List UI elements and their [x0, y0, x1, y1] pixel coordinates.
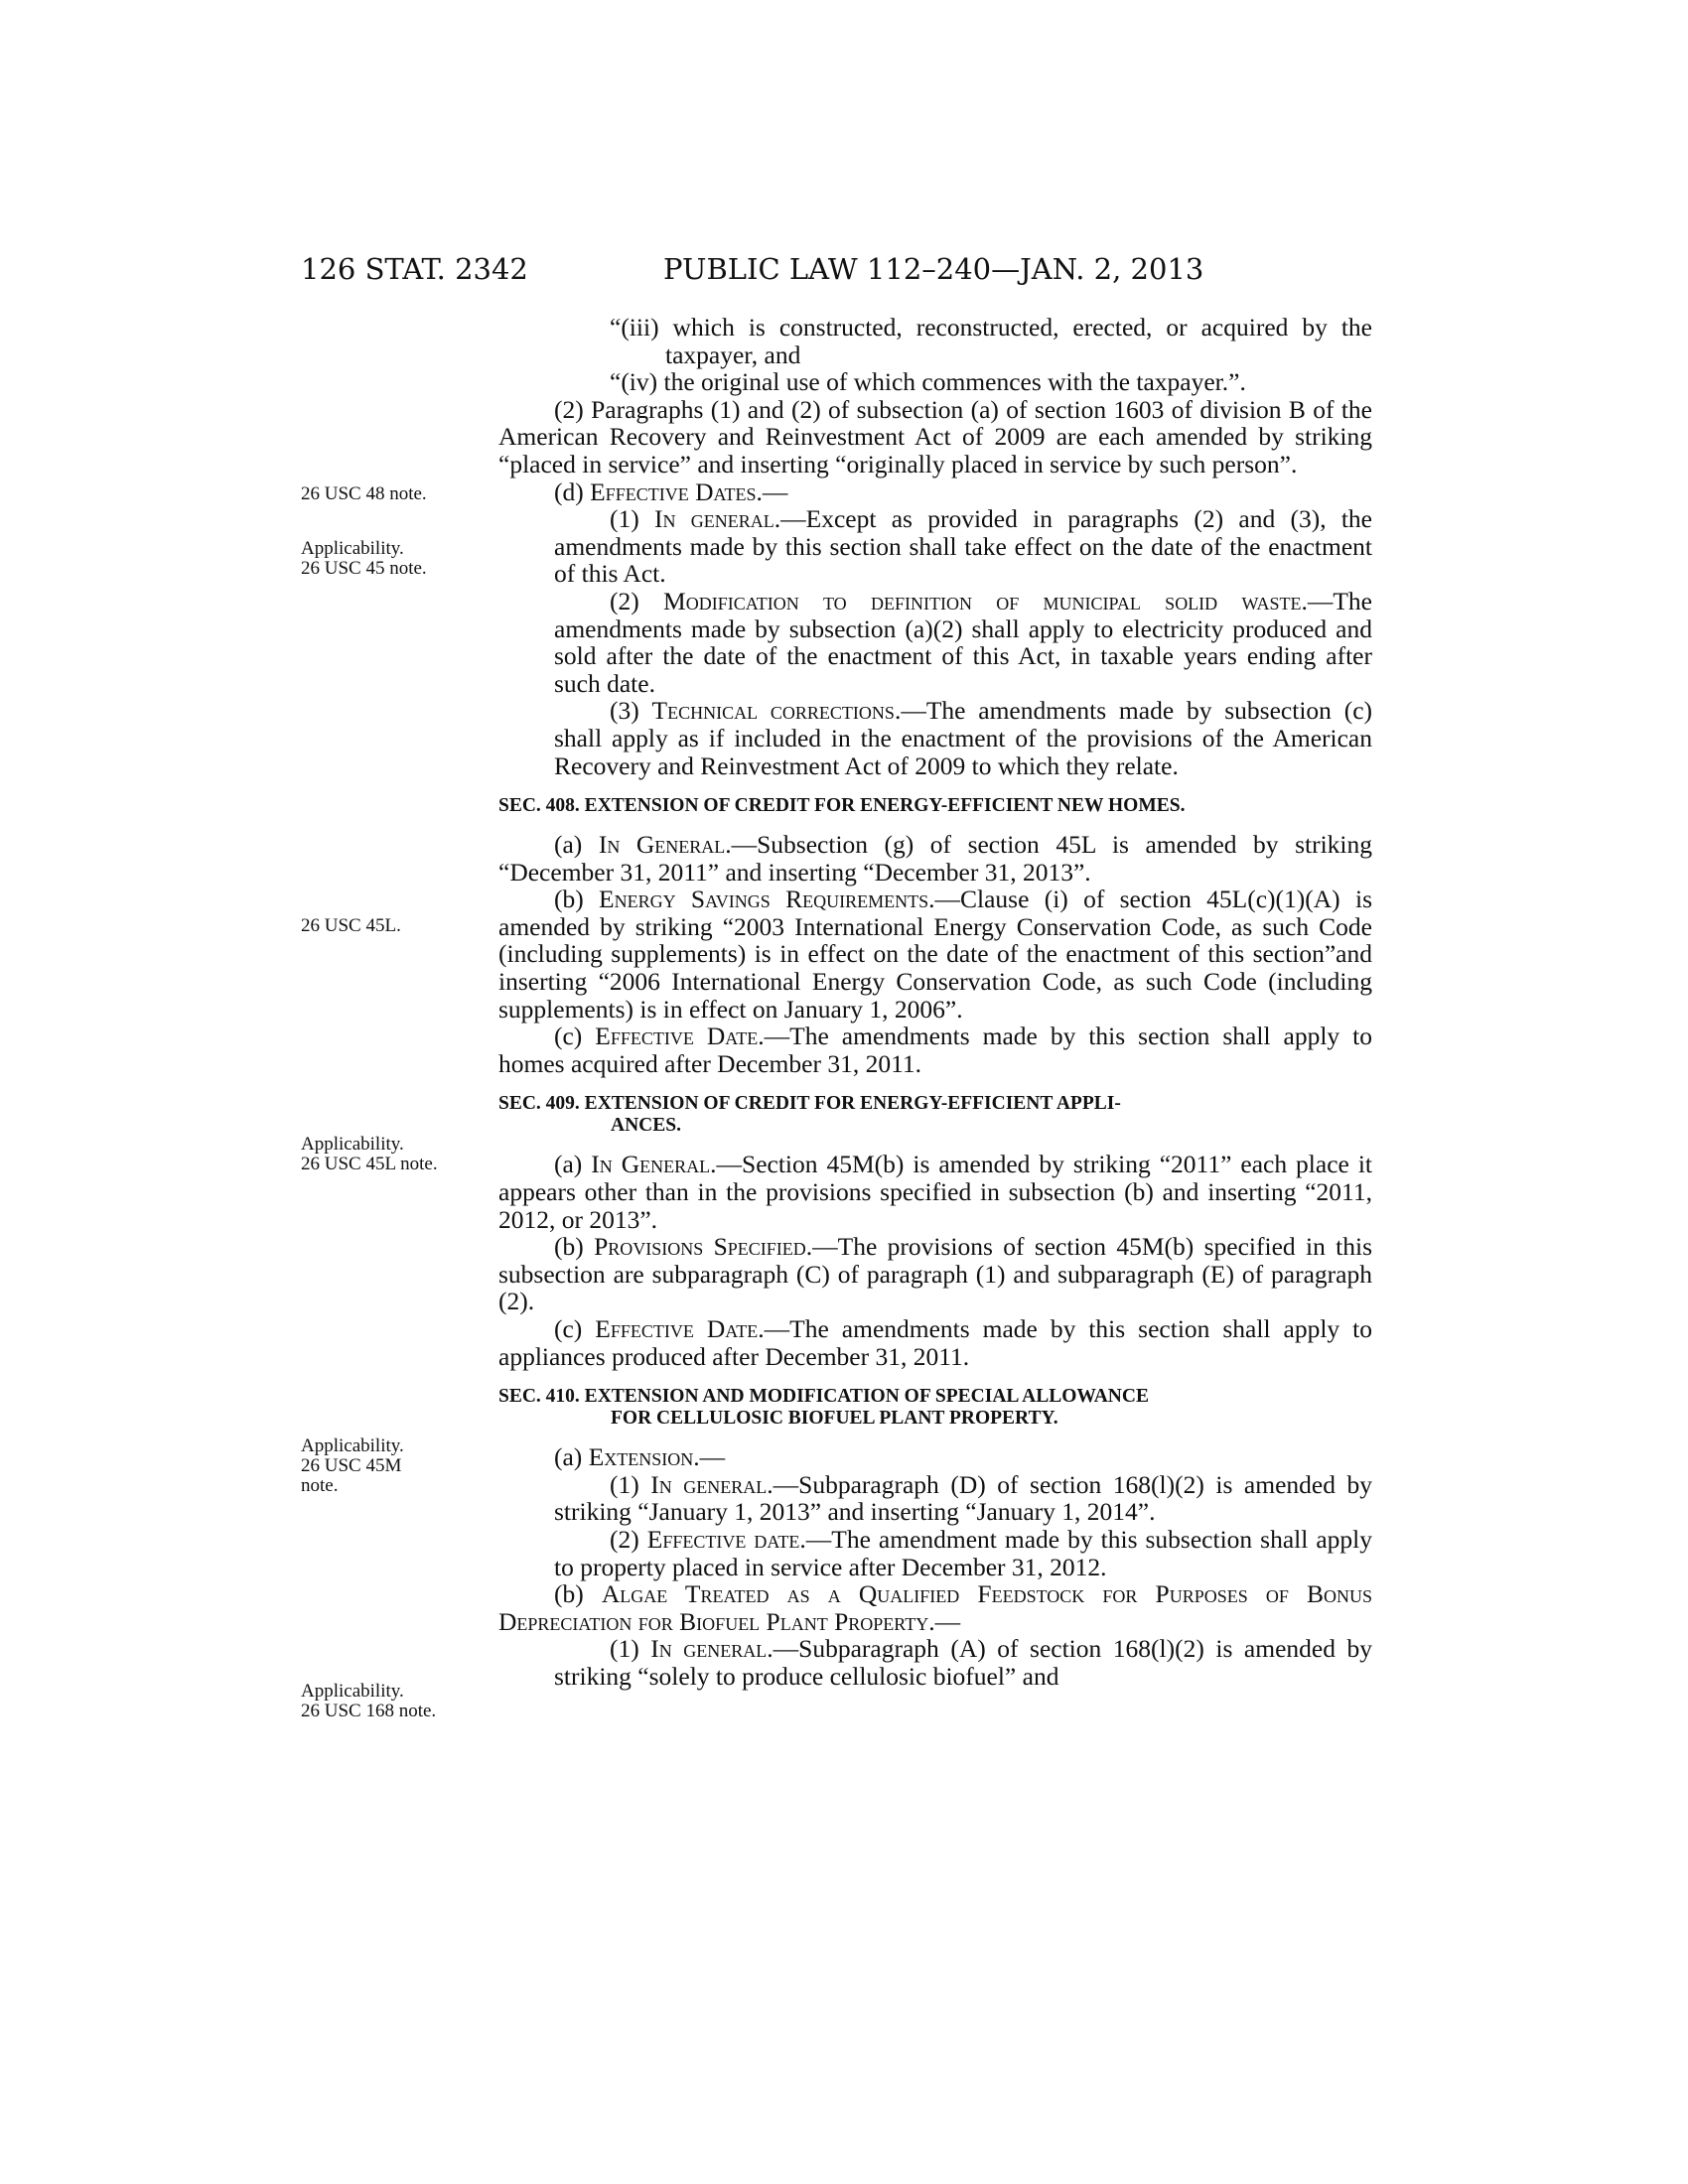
page-stat-citation: 126 STAT. 2342: [301, 252, 528, 286]
clause-iii: “(iii) which is constructed, reconstructed, erected, or acquired by the taxpayer, and: [610, 313, 1372, 369]
margin-note-applicability-45: Applicability. 26 USC 45 note.: [301, 538, 427, 579]
section-410-a1: (1) In general.—Subparagraph (D) of section 168(l)(2) is amended by striking “January 1, 2013” and inserting “January 1, 2014”.: [554, 1469, 1373, 1527]
section-410-a2: (2) Effective date.—The amendment made by this subsection shall apply to property placed in service after December 31, 2012.: [554, 1524, 1373, 1581]
section-409-heading: SEC. 409. EXTENSION OF CREDIT FOR ENERGY-EFFICIENT APPLI- ANCES.: [498, 1093, 1121, 1137]
section-410-a: (a) Extension.—: [554, 1442, 726, 1472]
page-title: PUBLIC LAW 112–240—JAN. 2, 2013: [663, 252, 1204, 286]
section-410-b: (b) Algae Treated as a Qualified Feedstock for Purposes of Bonus Depreciation for Biofuel Plant Property.—: [498, 1579, 1372, 1636]
margin-note-usc48: 26 USC 48 note.: [301, 483, 427, 504]
paragraph-d3: (3) Technical corrections.—The amendments made by subsection (c) shall apply as if included in the enactment of the provisions of the American Recovery and Reinvestment Act of 2009 to which they relate.: [554, 696, 1373, 780]
section-408-b: (b) Energy Savings Requirements.—Clause (i) of section 45L(c)(1)(A) is amended by striking “2003 International Energy Conservation Code, as such Code (including supplements) is in effect on the date of the enactment of this section”and inserting “2006 International Energy Conservation Code, as such Code (including supplements) is in effect on January 1, 2006”.: [498, 885, 1372, 1024]
section-410-heading: SEC. 410. EXTENSION AND MODIFICATION OF SPECIAL ALLOWANCE FOR CELLULOSIC BIOFUEL PLANT PROPERTY.: [498, 1386, 1149, 1430]
margin-note-applicability-45m: Applicability. 26 USC 45M note.: [301, 1435, 404, 1496]
margin-note-usc45l: 26 USC 45L.: [301, 915, 401, 936]
clause-iv: “(iv) the original use of which commences with the taxpayer.”.: [610, 367, 1246, 397]
statute-body: [498, 314, 1372, 1691]
margin-note-applicability-168: Applicability. 26 USC 168 note.: [301, 1681, 437, 1721]
section-408-c: (c) Effective Date.—The amendments made by this section shall apply to homes acquired after December 31, 2011.: [498, 1022, 1372, 1078]
margin-note-applicability-45l: Applicability. 26 USC 45L note.: [301, 1134, 438, 1174]
section-408-a: (a) In General.—Subsection (g) of section 45L is amended by striking “December 31, 2011” and inserting “December 31, 2013”.: [498, 830, 1372, 887]
section-409-c: (c) Effective Date.—The amendments made by this section shall apply to appliances produced after December 31, 2011.: [498, 1314, 1372, 1371]
paragraph-d1: (1) In general.—Except as provided in paragraphs (2) and (3), the amendments made by this section shall take effect on the date of the enactment of this Act.: [554, 504, 1372, 589]
paragraph-2-amendment: (2) Paragraphs (1) and (2) of subsection (a) of section 1603 of division B of the American Recovery and Reinvestment Act of 2009 are each amended by striking “placed in service” and inserting “originally placed in service by such person”.: [498, 394, 1372, 478]
section-408-heading: SEC. 408. EXTENSION OF CREDIT FOR ENERGY-EFFICIENT NEW HOMES.: [498, 795, 1186, 817]
paragraph-d2: (2) Modification to definition of municipal solid waste.—The amendments made by subsection (a)(2) shall apply to electricity produced and sold after the date of the enactment of this Act, in taxable years ending after such date.: [554, 586, 1372, 698]
section-409-a: (a) In General.—Section 45M(b) is amended by striking “2011” each place it appears other than in the provisions specified in subsection (b) and inserting “2011, 2012, or 2013”.: [498, 1150, 1372, 1234]
subsection-d: (d) Effective Dates.—: [554, 477, 788, 506]
section-409-b: (b) Provisions Specified.—The provisions of section 45M(b) specified in this subsection are subparagraph (C) of paragraph (1) and subparagraph (E) of paragraph (2).: [498, 1232, 1373, 1316]
section-410-b1: (1) In general.—Subparagraph (A) of section 168(l)(2) is amended by striking “solely to produce cellulosic biofuel” and: [554, 1634, 1373, 1691]
